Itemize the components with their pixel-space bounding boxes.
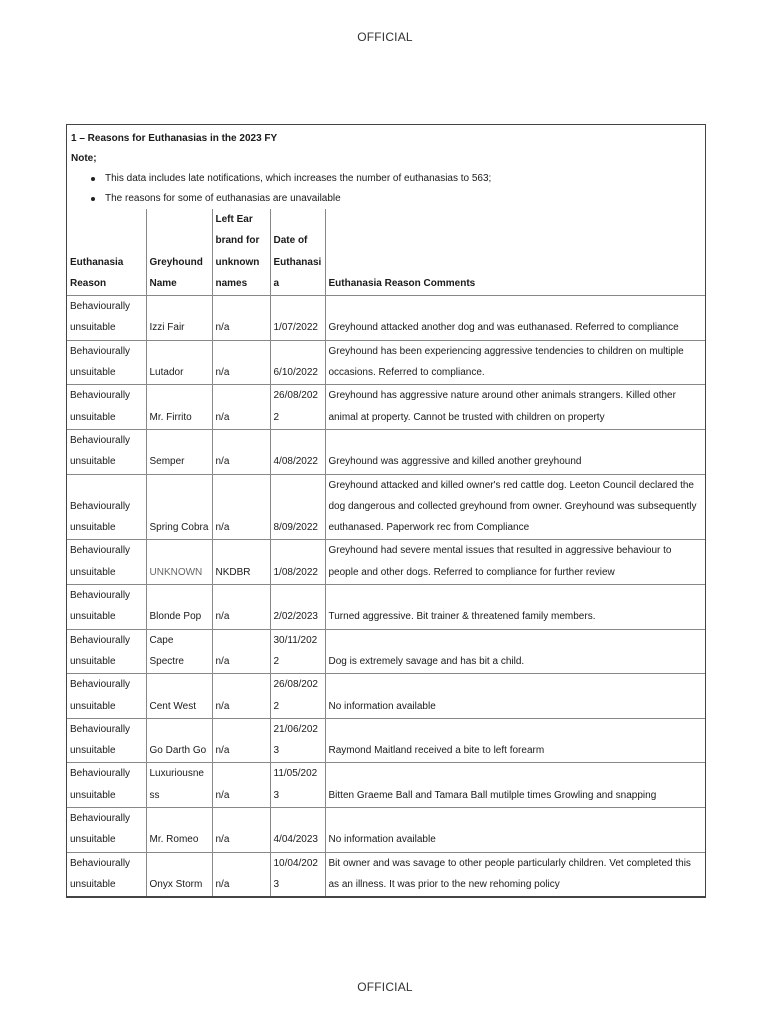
cell-comments: Greyhound was aggressive and killed another greyhound	[325, 429, 705, 474]
table-row	[67, 629, 705, 674]
cell-name: Mr. Romeo	[146, 808, 212, 853]
table-row	[67, 808, 705, 853]
table-row	[67, 585, 705, 630]
cell-brand: n/a	[212, 585, 270, 630]
cell-name: Izzi Fair	[146, 296, 212, 341]
cell-brand: n/a	[212, 674, 270, 719]
cell-reason: Behaviourally unsuitable	[67, 629, 146, 674]
cell-date: 30/11/2022	[270, 629, 325, 674]
euthanasia-section	[66, 124, 706, 898]
cell-date: 26/08/2022	[270, 674, 325, 719]
section-intro	[67, 125, 705, 209]
cell-brand: n/a	[212, 808, 270, 853]
cell-name: Onyx Storm	[146, 852, 212, 897]
header-comments: Euthanasia Reason Comments	[325, 209, 705, 296]
cell-comments: Greyhound attacked another dog and was euthanased. Referred to compliance	[325, 296, 705, 341]
table-row	[67, 474, 705, 540]
cell-reason: Behaviourally unsuitable	[67, 808, 146, 853]
security-marking-header: OFFICIAL	[357, 30, 413, 44]
cell-name: Luxuriousness	[146, 763, 212, 808]
table-row	[67, 718, 705, 763]
cell-reason: Behaviourally unsuitable	[67, 718, 146, 763]
cell-brand: n/a	[212, 385, 270, 430]
note-list	[71, 169, 701, 209]
cell-name: Lutador	[146, 340, 212, 385]
cell-date: 4/08/2022	[270, 429, 325, 474]
cell-name: Blonde Pop	[146, 585, 212, 630]
cell-name: Semper	[146, 429, 212, 474]
cell-reason: Behaviourally unsuitable	[67, 674, 146, 719]
cell-brand: n/a	[212, 718, 270, 763]
table-row	[67, 763, 705, 808]
cell-comments: Greyhound has been experiencing aggressive tendencies to children on multiple occasions. Referred to compliance.	[325, 340, 705, 385]
cell-comments: Raymond Maitland received a bite to left forearm	[325, 718, 705, 763]
security-marking-footer: OFFICIAL	[357, 980, 413, 994]
cell-name: Spring Cobra	[146, 474, 212, 540]
cell-brand: n/a	[212, 629, 270, 674]
cell-name: Go Darth Go	[146, 718, 212, 763]
cell-reason: Behaviourally unsuitable	[67, 340, 146, 385]
cell-brand: n/a	[212, 340, 270, 385]
header-brand: Left Ear brand for unknown names	[212, 209, 270, 296]
header-date: Date of Euthanasia	[270, 209, 325, 296]
cell-date: 21/06/2023	[270, 718, 325, 763]
section-title: 1 – Reasons for Euthanasias in the 2023 FY	[71, 133, 278, 144]
cell-reason: Behaviourally unsuitable	[67, 540, 146, 585]
header-reason: Euthanasia Reason	[67, 209, 146, 296]
cell-name: Mr. Firrito	[146, 385, 212, 430]
cell-reason: Behaviourally unsuitable	[67, 585, 146, 630]
cell-date: 1/08/2022	[270, 540, 325, 585]
table-row	[67, 340, 705, 385]
cell-brand: n/a	[212, 474, 270, 540]
table-row	[67, 540, 705, 585]
cell-comments: Turned aggressive. Bit trainer & threatened family members.	[325, 585, 705, 630]
table-header-row	[67, 209, 705, 296]
cell-brand: n/a	[212, 852, 270, 897]
cell-name: Cape Spectre	[146, 629, 212, 674]
cell-brand: NKDBR	[212, 540, 270, 585]
cell-date: 26/08/2022	[270, 385, 325, 430]
table-row	[67, 674, 705, 719]
cell-date: 2/02/2023	[270, 585, 325, 630]
cell-date: 1/07/2022	[270, 296, 325, 341]
cell-brand: n/a	[212, 296, 270, 341]
cell-brand: n/a	[212, 429, 270, 474]
cell-comments: Bitten Graeme Ball and Tamara Ball mutilple times Growling and snapping	[325, 763, 705, 808]
cell-name: UNKNOWN	[146, 540, 212, 585]
cell-brand: n/a	[212, 763, 270, 808]
cell-date: 11/05/2023	[270, 763, 325, 808]
cell-reason: Behaviourally unsuitable	[67, 385, 146, 430]
cell-date: 6/10/2022	[270, 340, 325, 385]
cell-reason: Behaviourally unsuitable	[67, 296, 146, 341]
cell-comments: Greyhound has aggressive nature around other animals strangers. Killed other animal at property. Cannot be trusted with children on property	[325, 385, 705, 430]
euthanasia-table	[67, 209, 705, 898]
cell-comments: No information available	[325, 674, 705, 719]
cell-comments: No information available	[325, 808, 705, 853]
note-item: The reasons for some of euthanasias are unavailable	[102, 189, 701, 209]
table-row	[67, 385, 705, 430]
cell-comments: Dog is extremely savage and has bit a child.	[325, 629, 705, 674]
header-name: Greyhound Name	[146, 209, 212, 296]
cell-comments: Greyhound attacked and killed owner's red cattle dog. Leeton Council declared the dog dangerous and collected greyhound from owner. Greyhound was subsequently euthanased. Paperwork rec from Compliance	[325, 474, 705, 540]
cell-comments: Greyhound had severe mental issues that resulted in aggressive behaviour to people and other dogs. Referred to compliance for further review	[325, 540, 705, 585]
table-row	[67, 296, 705, 341]
note-label: Note;	[71, 153, 97, 164]
cell-date: 10/04/2023	[270, 852, 325, 897]
cell-date: 8/09/2022	[270, 474, 325, 540]
note-item: This data includes late notifications, which increases the number of euthanasias to 563;	[102, 169, 701, 189]
cell-reason: Behaviourally unsuitable	[67, 429, 146, 474]
cell-name: Cent West	[146, 674, 212, 719]
table-row	[67, 429, 705, 474]
cell-date: 4/04/2023	[270, 808, 325, 853]
cell-reason: Behaviourally unsuitable	[67, 763, 146, 808]
table-row	[67, 852, 705, 897]
cell-reason: Behaviourally unsuitable	[67, 474, 146, 540]
cell-comments: Bit owner and was savage to other people particularly children. Vet completed this as an illness. It was prior to the new rehoming policy	[325, 852, 705, 897]
cell-reason: Behaviourally unsuitable	[67, 852, 146, 897]
